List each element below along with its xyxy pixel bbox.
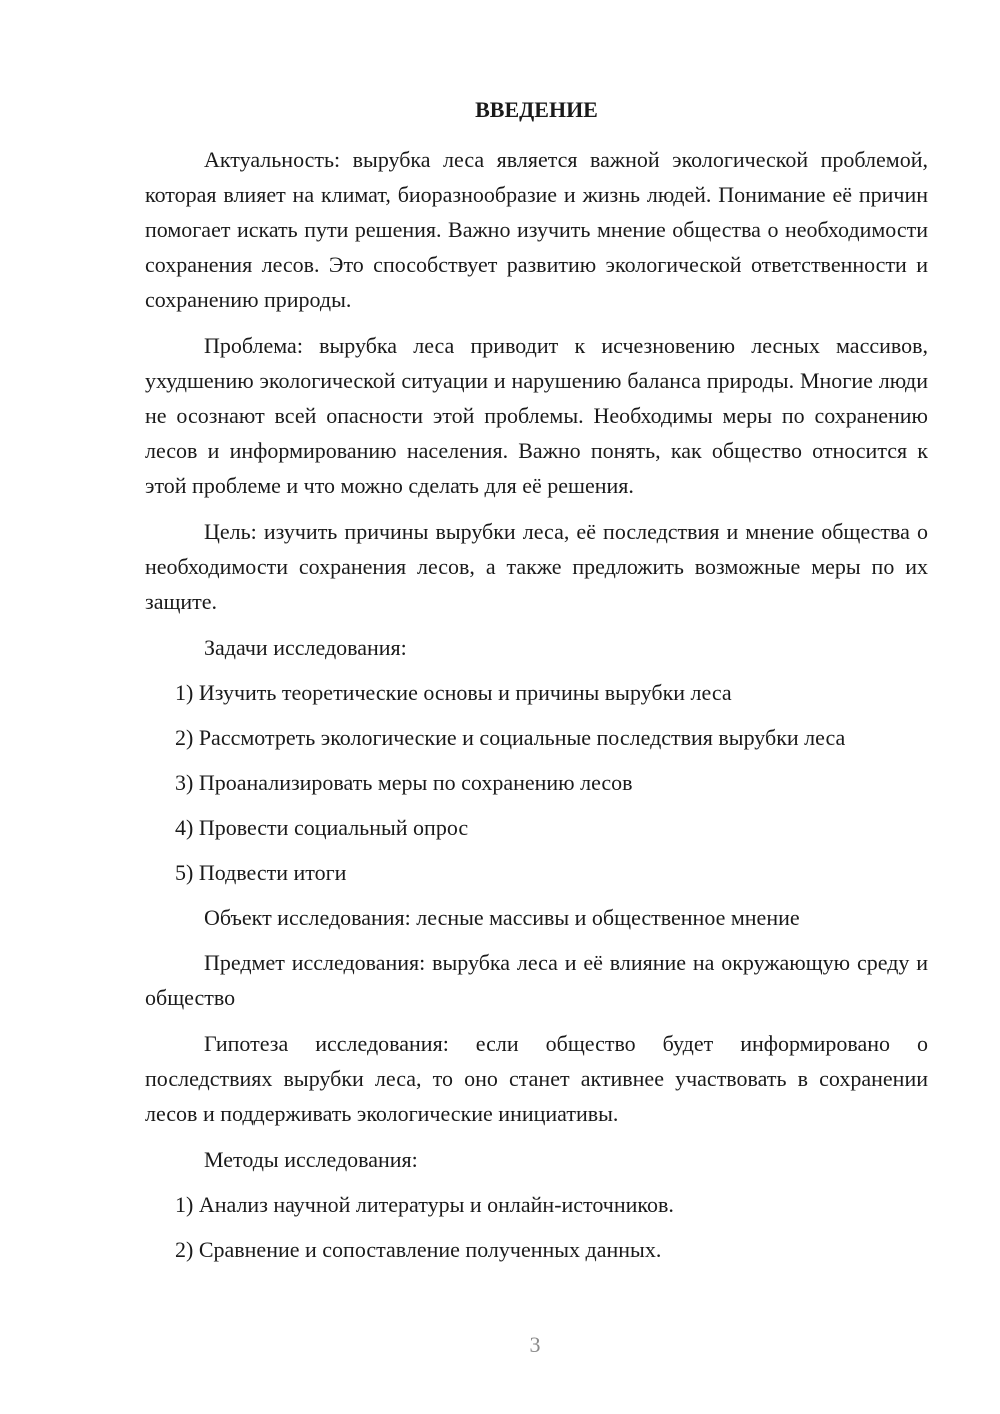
document-page: [145, 92, 928, 1277]
list-item: 2) Сравнение и сопоставление полученных данных.: [175, 1237, 662, 1262]
list-item: 2) Рассмотреть экологические и социальные последствия вырубки леса: [175, 725, 846, 750]
tasks-heading: Задачи исследования:: [204, 635, 407, 660]
methods-heading: Методы исследования:: [204, 1147, 418, 1172]
list-item: 5) Подвести итоги: [175, 860, 347, 885]
list-item: 1) Анализ научной литературы и онлайн-источников.: [175, 1192, 674, 1217]
list-item: 1) Изучить теоретические основы и причины вырубки леса: [175, 680, 732, 705]
problem-paragraph: Проблема: вырубка леса приводит к исчезновению лесных массивов, ухудшению экологической ситуации и нарушению баланса природы. Многие люди не осознают всей опасности этой проблемы. Необходимы меры по сохранению лесов и информированию населения. Важно понять, как общество относится к этой проблеме и что можно сделать для её решения.: [145, 333, 928, 498]
object-paragraph: Объект исследования: лесные массивы и общественное мнение: [204, 905, 800, 930]
goal-paragraph: Цель: изучить причины вырубки леса, её последствия и мнение общества о необходимости сохранения лесов, а также предложить возможные меры по их защите.: [145, 519, 928, 614]
list-item: 4) Провести социальный опрос: [175, 815, 469, 840]
page-number: 3: [529, 1332, 541, 1357]
methods-list: [145, 1187, 928, 1267]
list-item: 3) Проанализировать меры по сохранению лесов: [175, 770, 633, 795]
subject-paragraph: Предмет исследования: вырубка леса и её влияние на окружающую среду и общество: [145, 950, 928, 1010]
hypothesis-paragraph: Гипотеза исследования: если общество будет информировано о последствиях вырубки леса, то оно станет активнее участвовать в сохранении лесов и поддерживать экологические инициативы.: [145, 1031, 928, 1126]
relevance-paragraph: Актуальность: вырубка леса является важной экологической проблемой, которая влияет на климат, биоразнообразие и жизнь людей. Понимание её причин помогает искать пути решения. Важно изучить мнение общества о необходимости сохранения лесов. Это способствует развитию экологической ответственности и сохранению природы.: [145, 147, 928, 312]
section-title: ВВЕДЕНИЕ: [475, 97, 598, 122]
tasks-list: [145, 675, 928, 890]
